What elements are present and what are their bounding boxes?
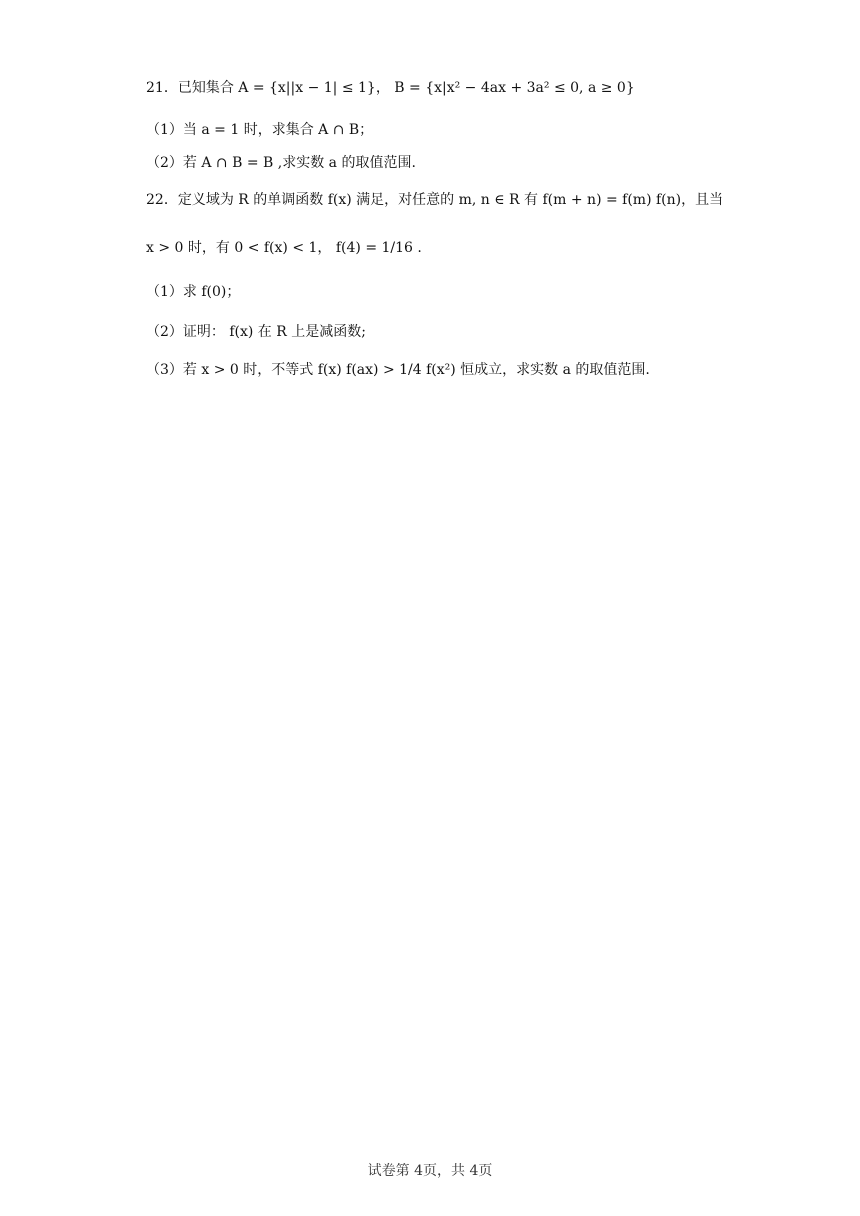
question-22-part-1: （1）求 f(0)； (146, 284, 241, 300)
question-21-part-2: （2）若 A ∩ B = B ,求实数 a 的取值范围. (146, 155, 416, 171)
question-21-part-1: （1）当 a = 1 时，求集合 A ∩ B； (146, 122, 374, 138)
question-22-stem-line-1: 22．定义域为 R 的单调函数 f(x) 满足，对任意的 m, n ∈ R 有 f(m + n) = f(m) f(n)，且当 (146, 192, 724, 208)
question-21-stem: 21．已知集合 A = {x||x − 1| ≤ 1}， B = {x|x² − 4ax + 3a² ≤ 0, a ≥ 0} (146, 80, 635, 96)
question-22-part-3: （3）若 x > 0 时，不等式 f(x) f(ax) > 1/4 f(x²) 恒成立，求实数 a 的取值范围. (146, 362, 650, 378)
question-22-stem-line-2: x > 0 时，有 0 < f(x) < 1， f(4) = 1/16 . (146, 240, 422, 256)
question-22-part-2: （2）证明： f(x) 在 R 上是减函数; (146, 324, 366, 340)
page-footer: 试卷第 4页，共 4页 (367, 1163, 493, 1179)
